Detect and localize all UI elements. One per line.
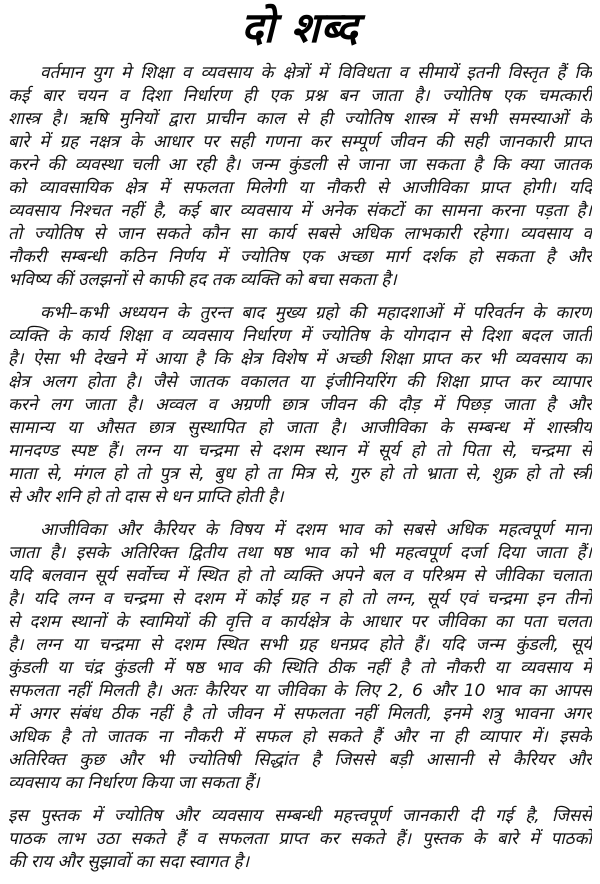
text-line: कभी–कभी अध्ययन के तुरन्त बाद मुख्य ग्रहो की महादशाओं में परिवर्तन के कारण	[40, 303, 592, 323]
text-line: में अगर संबंध ठीक नहीं है तो जीवन में सफलता नहीं मिलती, इनमे शत्रु भावना अगर	[8, 704, 592, 724]
text-line: से और शनि हो तो दास से धन प्राप्ति होती है।	[8, 487, 284, 507]
text-line: बारे में ग्रह नक्षत्र के आधार पर सही गणना कर सम्पूर्ण जीवन की सही जानकारी प्राप्त	[8, 132, 592, 152]
text-line: व्यवसाय निश्चत नहीं है, कई बार व्यवसाय में अनेक संकटों का सामना करना पड़ता है।	[8, 201, 592, 221]
text-line: अतिरिक्त कुछ और भी ज्योतिषी सिद्धांत है जिससे बड़ी आसानी से कैरियर और	[8, 750, 592, 770]
paragraph	[8, 519, 592, 795]
text-line: की राय और सुझावों का सदा स्वागत है।	[8, 852, 250, 872]
document-body	[8, 62, 592, 884]
text-line: है। लग्न या चन्द्रमा से दशम स्थित सभी ग्रह धनप्रद होते हैं। यदि जन्म कुंडली, सूर्य	[8, 635, 592, 655]
text-line: क्षेत्र अलग होता है। जैसे जातक वकालत या इंजीनियरिंग की शिक्षा प्राप्त कर व्यापार	[8, 372, 592, 392]
text-line: पाठक लाभ उठा सकते हैं व सफलता प्राप्त कर सकते हैं। पुस्तक के बारे में पाठकों	[8, 829, 592, 849]
text-line: नौकरी सम्बन्धी कठिन निर्णय में ज्योतिष एक अच्छा मार्ग दर्शक हो सकता है और	[8, 247, 592, 267]
text-line: इस पुस्तक में ज्योतिष और व्यवसाय सम्बन्धी महत्त्वपूर्ण जानकारी दी गई है, जिससे	[8, 806, 592, 826]
text-line: वर्तमान युग मे शिक्षा व व्यवसाय के क्षेत्रों में विविधता व सीमायें इतनी विस्तृत हैं कि	[40, 63, 592, 83]
text-line: कुंडली या चंद्र कुंडली में षष्ठ भाव की स्थिति ठीक नहीं है तो नौकरी या व्यवसाय में	[8, 658, 592, 678]
text-line: है। ऐसा भी देखने में आया है कि क्षेत्र विशेष में अच्छी शिक्षा प्राप्त कर भी व्यवसाय का	[8, 349, 592, 369]
paragraph	[8, 805, 592, 874]
text-line: शास्त्र है। ऋषि मुनियों द्वारा प्राचीन काल से ही ज्योतिष शास्त्र में सभी समस्याओं के	[8, 109, 592, 129]
page-title: दो शब्द	[241, 3, 359, 52]
text-line: सामान्य या औसत छात्र सुस्थापित हो जाता है। आजीविका के सम्बन्ध में शास्त्रीय	[8, 418, 592, 438]
paragraph	[8, 302, 592, 509]
text-line: व्यवसाय का निर्धारण किया जा सकता हैं।	[8, 773, 260, 793]
text-line: आजीविका और कैरियर के विषय में दशम भाव को सबसे अधिक महत्वपूर्ण माना	[40, 520, 592, 540]
text-line: माता से, मंगल हो तो पुत्र से, बुध हो ता मित्र से, गुरु हो तो भ्राता से, शुक्र हो तो स्त्री	[8, 464, 592, 484]
text-line: सफलता नहीं मिलती है। अतः कैरियर या जीविका के लिए 2, 6 और 10 भाव का आपस	[8, 681, 592, 701]
text-line: व्यक्ति के कार्य शिक्षा व व्यवसाय निर्धारण में ज्योतिष के योगदान से दिशा बदल जाती	[8, 326, 592, 346]
text-line: को व्यावसायिक क्षेत्र में सफलता मिलेगी या नौकरी से आजीविका प्राप्त होगी। यदि	[8, 178, 592, 198]
text-line: कई बार चयन व दिशा निर्धारण ही एक प्रश्न बन जाता है। ज्योतिष एक चमत्कारी	[8, 86, 592, 106]
text-line: भविष्य कीं उलझनों से काफी हद तक व्यक्ति को बचा सकता है।	[8, 270, 397, 290]
text-line: तो ज्योतिष से जान सकते कौन सा कार्य सबसे अधिक लाभकारी रहेगा। व्यवसाय व	[8, 224, 592, 244]
text-line: है। यदि लग्न व चन्द्रमा से दशम में कोई ग्रह न हो तो लग्न, सूर्य एवं चन्द्रमा इन तीनों	[8, 589, 592, 609]
text-line: करने लग जाता है। अव्वल व अग्रणी छात्र जीवन की दौड़ में पिछड़ जाता है और	[8, 395, 592, 415]
text-line: जाता है। इसके अतिरिक्त द्वितीय तथा षष्ठ भाव को भी महत्वपूर्ण दर्जा दिया जाता हैं।	[8, 543, 592, 563]
text-line: अधिक है तो जातक ना नौकरी में सफल हो सकते हैं और ना ही व्यापार में। इसके	[8, 727, 592, 747]
text-line: यदि बलवान सूर्य सर्वोच्च में स्थित हो तो व्यक्ति अपने बल व परिश्रम से जीविका चलाता	[8, 566, 592, 586]
text-line: करने की व्यवस्था चली आ रही है। जन्म कुंडली से जाना जा सकता है कि क्या जातक	[8, 155, 592, 175]
paragraph	[8, 62, 592, 292]
text-line: से दशम स्थानों के स्वामियों की वृत्ति व कार्यक्षेत्र के आधार पर जीविका का पता चलता	[8, 612, 592, 632]
text-line: मानदण्ड स्पष्ट हैं। लग्न या चन्द्रमा से दशम स्थान में सूर्य हो तो पिता से, चन्द्रमा से	[8, 441, 592, 461]
